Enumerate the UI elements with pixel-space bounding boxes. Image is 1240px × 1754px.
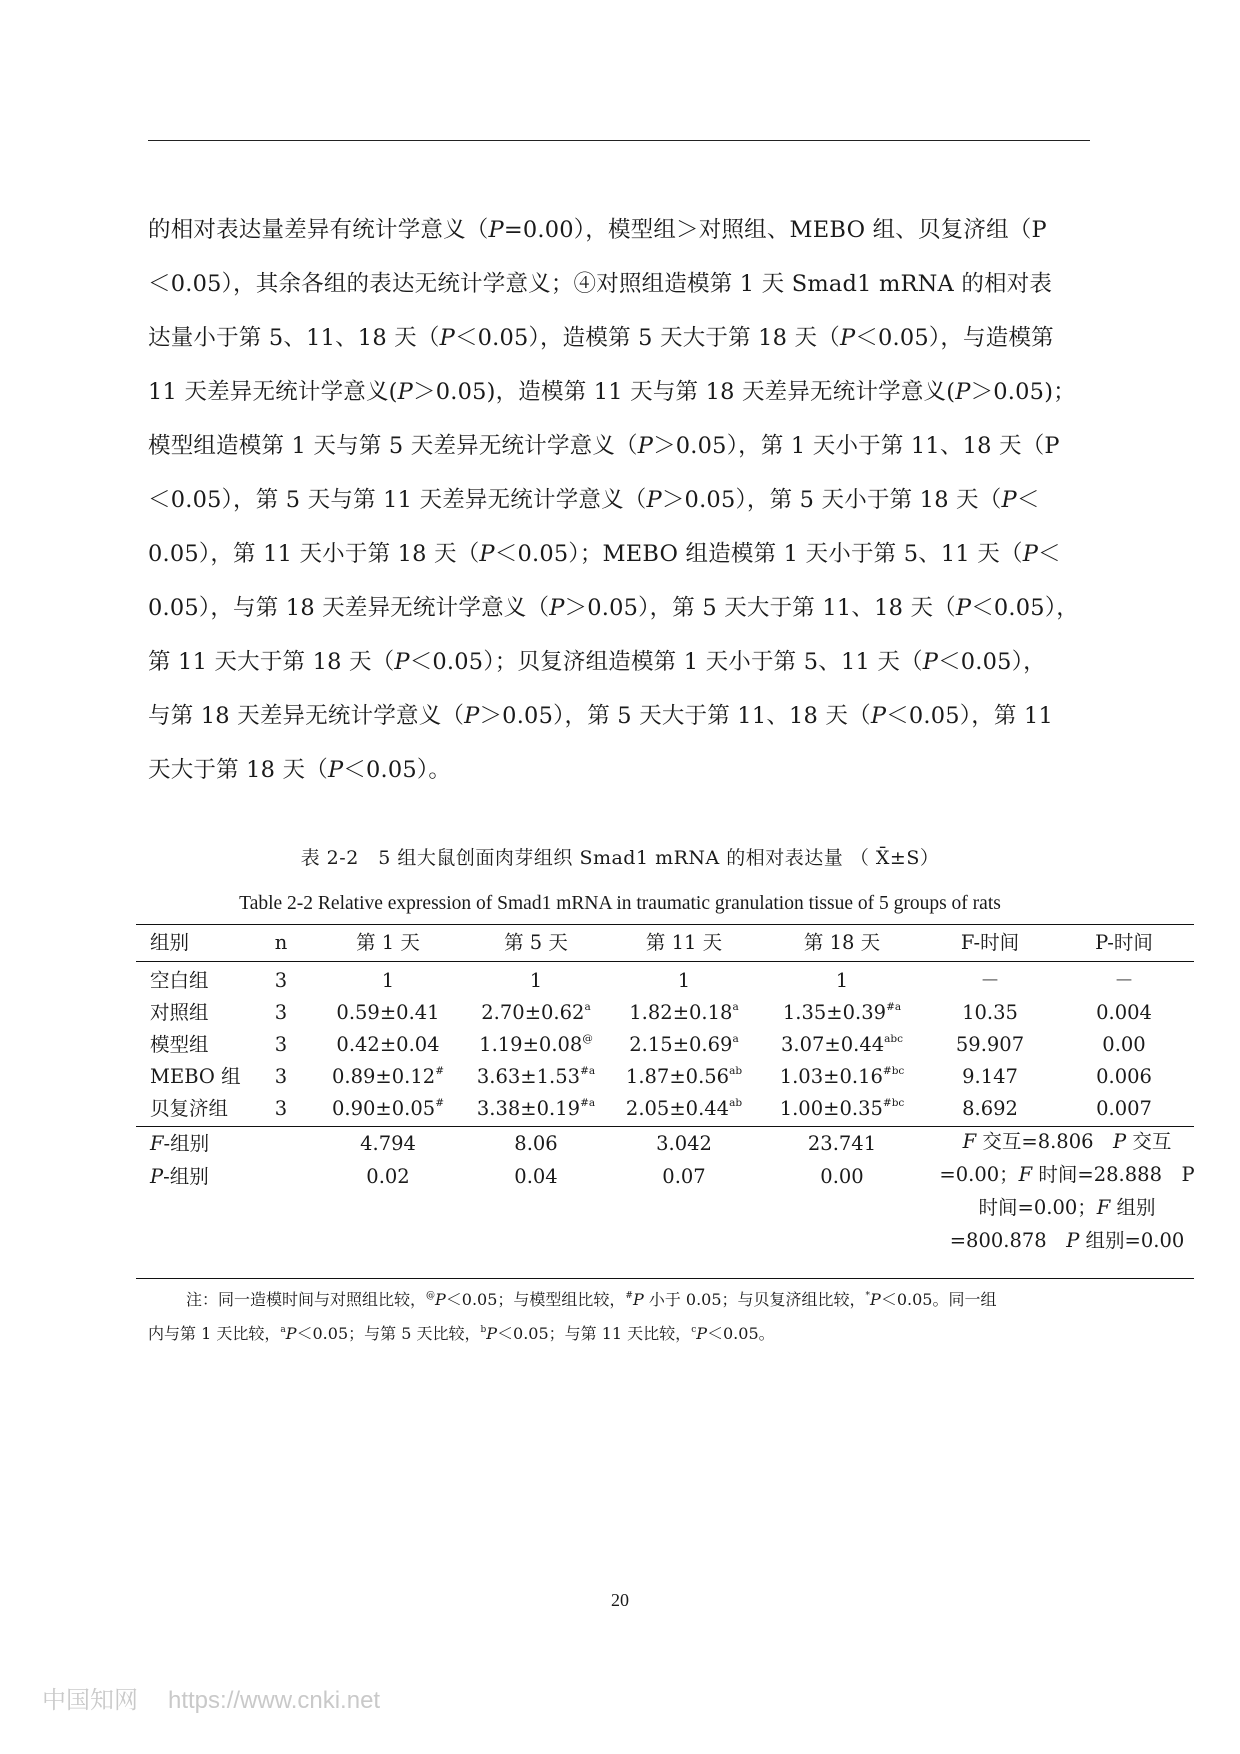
p-time-cell: 0.00 [1102, 1033, 1146, 1056]
watermark-brand: 中国知网 [42, 1687, 138, 1714]
header-day1: 第 1 天 [356, 931, 420, 954]
day5-cell: 1.19±0.08@ [479, 1033, 593, 1056]
interaction-line: F 交互=8.806 P 交互 [962, 1130, 1172, 1153]
day18-cell: $1.35\pm 0.39^{\#a}$ [782, 1001, 902, 1024]
body-line: 0.05），与第 18 天差异无统计学意义（P＞0.05），第 5 天大于第 11、18 天（P＜0.05）， [148, 595, 1079, 621]
header-f-time: F-时间 [960, 931, 1020, 954]
f-time-cell: 59.907 [955, 1033, 1025, 1056]
group-cell: 对照组 [150, 1001, 209, 1024]
page-number: 20 [611, 1590, 629, 1610]
p-time-cell: 0.004 [1096, 1001, 1152, 1024]
header-group: 组别 [150, 931, 190, 954]
f-group-day11: 3.042 [656, 1132, 712, 1155]
f-group-day1: 4.794 [360, 1132, 416, 1155]
day11-cell: 1 [677, 969, 691, 992]
header-day18: 第 18 天 [803, 931, 881, 954]
p-group-day18: 0.00 [820, 1165, 864, 1188]
table-top-rule [136, 924, 1194, 925]
n-cell: 3 [274, 1065, 288, 1088]
f-group-day5: 8.06 [514, 1132, 558, 1155]
day1-cell: 0.42±0.04 [336, 1033, 440, 1056]
group-cell: MEBO 组 [150, 1065, 241, 1088]
day5-cell: 1 [529, 969, 543, 992]
body-line: 模型组造模第 1 天与第 5 天差异无统计学意义（P＞0.05），第 1 天小于第 11、18 天（P [148, 433, 1060, 459]
table-caption-en: Table 2-2 Relative expression of Smad1 mRNA in traumatic granulation tissue of 5 groups of rats [239, 893, 1001, 914]
day5-cell: $3.38\pm 0.19^{\#a}$ [476, 1097, 596, 1120]
p-group-day5: 0.04 [514, 1165, 558, 1188]
n-cell: 3 [274, 1001, 288, 1024]
interaction-stats [932, 1125, 1202, 1257]
p-group-day11: 0.07 [662, 1165, 706, 1188]
interaction-line: 时间=0.00；F 组别 [978, 1196, 1156, 1219]
day18-cell: 1 [835, 969, 849, 992]
day5-cell: $3.63\pm 1.53^{\#a}$ [476, 1065, 596, 1088]
p-time-cell: 0.007 [1096, 1097, 1152, 1120]
cnki-watermark [42, 1680, 380, 1715]
body-line: 第 11 天大于第 18 天（P＜0.05）；贝复济组造模第 1 天小于第 5、11 天（P＜0.05）， [148, 649, 1046, 675]
body-paragraph [148, 203, 1088, 797]
watermark-url: https://www.cnki.net [168, 1687, 381, 1714]
day1-cell: 0.89±0.12# [332, 1065, 444, 1088]
day1-cell: 0.59±0.41 [336, 1001, 440, 1024]
day18-cell: $1.00\pm 0.35^{\#bc}$ [779, 1097, 905, 1120]
day11-cell: 1.82±0.18$^a$ [629, 1001, 739, 1024]
f-group-label: F-组别 [150, 1132, 210, 1155]
f-time-cell: － [980, 969, 1000, 992]
note-line: 注：同一造模时间与对照组比较，@P＜0.05；与模型组比较，#P 小于 0.05；与贝复济组比较，*P＜0.05。同一组 [186, 1290, 997, 1309]
day18-cell: 3.07±0.44$^{abc}$ [780, 1033, 904, 1056]
body-line: 与第 18 天差异无统计学意义（P＞0.05），第 5 天大于第 11、18 天（P＜0.05），第 11 [148, 703, 1054, 729]
p-group-label: P-组别 [150, 1165, 209, 1188]
day11-cell: 2.05±0.44$^{ab}$ [625, 1097, 743, 1120]
n-cell: 3 [274, 1097, 288, 1120]
f-time-cell: 8.692 [962, 1097, 1018, 1120]
header-rule [148, 140, 1090, 141]
day1-cell: 1 [381, 969, 395, 992]
header-day11: 第 11 天 [645, 931, 723, 954]
n-cell: 3 [274, 969, 288, 992]
header-p-time: P-时间 [1095, 931, 1153, 954]
body-line: 11 天差异无统计学意义(P＞0.05)，造模第 11 天与第 18 天差异无统计学意义(P＞0.05)； [148, 379, 1076, 405]
f-group-day18: 23.741 [807, 1132, 877, 1155]
table-caption-cn: 表 2-2 5 组大鼠创面肉芽组织 Smad1 mRNA 的相对表达量 （ X̄±S） [300, 847, 940, 869]
group-cell: 空白组 [150, 969, 209, 992]
table-note [148, 1283, 1108, 1351]
note-line: 内与第 1 天比较，$^a$P＜0.05；与第 5 天比较，$^b$P＜0.05；与第 11 天比较，$^c$P＜0.05。 [148, 1324, 775, 1343]
header-n: n [274, 931, 288, 954]
n-cell: 3 [274, 1033, 288, 1056]
day1-cell: 0.90±0.05# [332, 1097, 444, 1120]
body-line: 天大于第 18 天（P＜0.05）。 [148, 757, 452, 783]
body-line: ＜0.05），其余各组的表达无统计学意义；④对照组造模第 1 天 Smad1 mRNA 的相对表 [148, 271, 1053, 297]
day5-cell: 2.70±0.62$^a$ [481, 1001, 591, 1024]
body-line: 的相对表达量差异有统计学意义（P=0.00），模型组＞对照组、MEBO 组、贝复济组（P [148, 217, 1047, 243]
body-line: ＜0.05），第 5 天与第 11 天差异无统计学意义（P＞0.05），第 5 天小于第 18 天（P＜ [148, 487, 1040, 513]
day18-cell: $1.03\pm 0.16^{\#bc}$ [779, 1065, 905, 1088]
group-cell: 贝复济组 [150, 1097, 229, 1120]
day11-cell: 1.87±0.56$^{ab}$ [625, 1065, 743, 1088]
body-line: 达量小于第 5、11、18 天（P＜0.05），造模第 5 天大于第 18 天（P＜0.05），与造模第 [148, 325, 1054, 351]
p-group-day1: 0.02 [366, 1165, 410, 1188]
f-time-cell: 9.147 [962, 1065, 1018, 1088]
table-bottom-rule [136, 1278, 1194, 1279]
body-line: 0.05），第 11 天小于第 18 天（P＜0.05）；MEBO 组造模第 1 天小于第 5、11 天（P＜ [148, 541, 1061, 567]
f-time-cell: 10.35 [962, 1001, 1018, 1024]
p-time-cell: 0.006 [1096, 1065, 1152, 1088]
header-day5: 第 5 天 [504, 931, 568, 954]
header-rule-line [136, 961, 1194, 962]
group-cell: 模型组 [150, 1033, 209, 1056]
interaction-line: =800.878 P 组别=0.00 [949, 1229, 1185, 1252]
interaction-line: =0.00；F 时间=28.888 P [939, 1163, 1195, 1186]
p-time-cell: － [1114, 969, 1134, 992]
day11-cell: 2.15±0.69$^a$ [629, 1033, 739, 1056]
